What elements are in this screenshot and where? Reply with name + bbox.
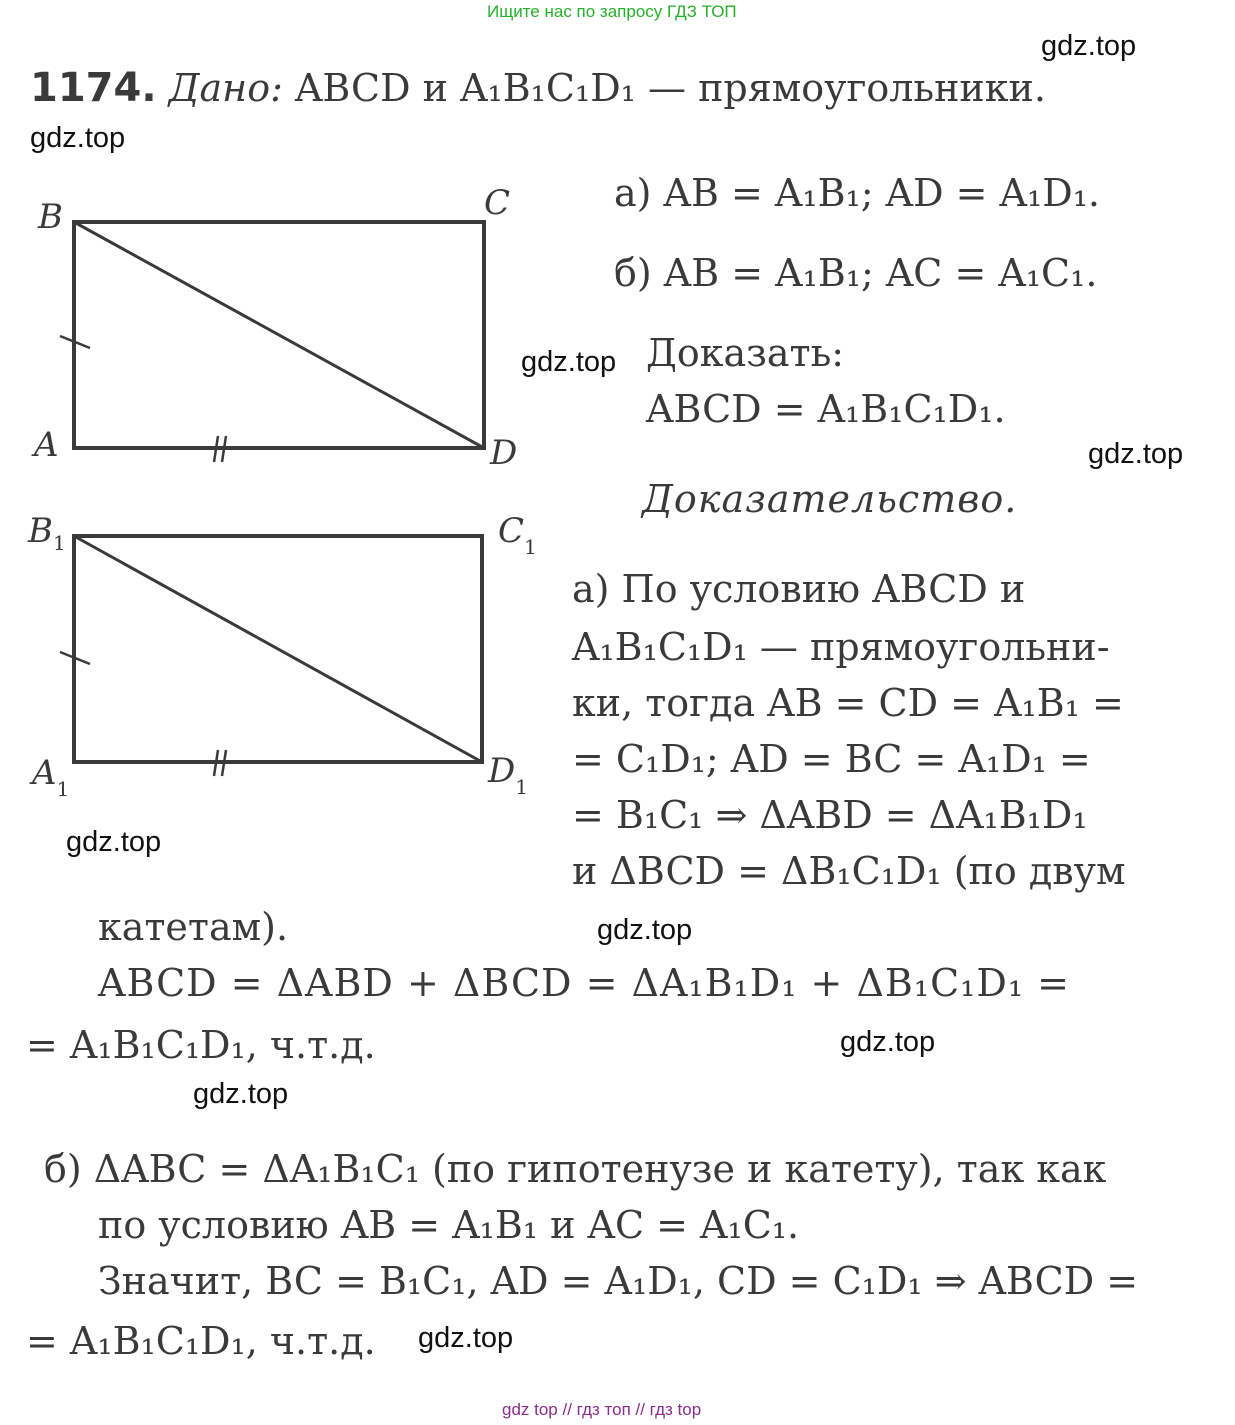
prove-heading: Доказать: (646, 331, 845, 375)
vertex-c-label: C (484, 183, 511, 223)
proof-b-line-4: = A₁B₁C₁D₁, ч.т.д. (26, 1319, 376, 1363)
vertex-b-label: B (38, 197, 63, 237)
proof-b-line-3: Значит, BC = B₁C₁, AD = A₁D₁, CD = C₁D₁ ⇒ ABCD = (98, 1259, 1139, 1303)
proof-a-line-3: ки, тогда AB = CD = A₁B₁ = (572, 681, 1124, 725)
vertex-a1-label: $A_1$ (32, 753, 70, 801)
proof-a-sum-1: ABCD = ΔABD + ΔBCD = ΔA₁B₁D₁ + ΔB₁C₁D₁ = (98, 961, 1071, 1005)
watermark: gdz.top (1041, 30, 1137, 62)
diagonal-b1d1 (74, 536, 482, 762)
proof-a-line-4: = C₁D₁; AD = BC = A₁D₁ = (572, 737, 1091, 781)
search-banner: Ищите нас по запросу ГДЗ ТОП (487, 2, 737, 21)
prove-statement: ABCD = A₁B₁C₁D₁. (646, 387, 1006, 431)
rectangle-a1b1c1d1-figure (20, 500, 560, 820)
problem-header (30, 65, 1046, 111)
watermark: gdz.top (840, 1026, 936, 1058)
proof-b-line-1: б) ΔABC = ΔA₁B₁C₁ (по гипотенузе и катету), так как (44, 1147, 1107, 1191)
proof-a-line-5: = B₁C₁ ⇒ ΔABD = ΔA₁B₁D₁ (572, 793, 1088, 837)
watermark: gdz.top (193, 1078, 289, 1110)
vertex-b1-label: $B_1$ (28, 511, 66, 555)
watermark: gdz.top (521, 346, 617, 378)
watermark: gdz.top (418, 1322, 514, 1354)
diagonal-bd (74, 222, 484, 448)
condition-b: б) AB = A₁B₁; AC = A₁C₁. (614, 251, 1098, 295)
given-text: ABCD и A₁B₁C₁D₁ — прямоугольники. (282, 66, 1046, 110)
vertex-a-label: A (34, 425, 59, 465)
vertex-d1-label: $D_1$ (488, 751, 528, 799)
condition-a: а) AB = A₁B₁; AD = A₁D₁. (614, 171, 1101, 215)
watermark: gdz.top (1088, 438, 1184, 470)
watermark: gdz.top (66, 826, 162, 858)
proof-a-line-2: A₁B₁C₁D₁ — прямоугольни- (572, 625, 1110, 669)
vertex-d-label: D (490, 433, 518, 473)
proof-a-line-6: и ΔBCD = ΔB₁C₁D₁ (по двум (572, 849, 1126, 893)
proof-a-cont: катетам). (98, 905, 289, 949)
proof-heading: Доказательство. (642, 477, 1018, 521)
vertex-c1-label: $C_1$ (498, 511, 537, 559)
proof-b-line-2: по условию AB = A₁B₁ и AC = A₁C₁. (98, 1203, 800, 1247)
proof-a-line-1: а) По условию ABCD и (572, 567, 1026, 611)
problem-number: 1174. (30, 65, 157, 111)
rectangle-abcd-figure (20, 170, 560, 490)
footer-links: gdz top // гдз топ // гдз top (502, 1400, 702, 1419)
watermark: gdz.top (30, 122, 126, 154)
proof-a-sum-2: = A₁B₁C₁D₁, ч.т.д. (26, 1023, 376, 1067)
watermark: gdz.top (597, 914, 693, 946)
given-label: Дано: (168, 66, 283, 110)
